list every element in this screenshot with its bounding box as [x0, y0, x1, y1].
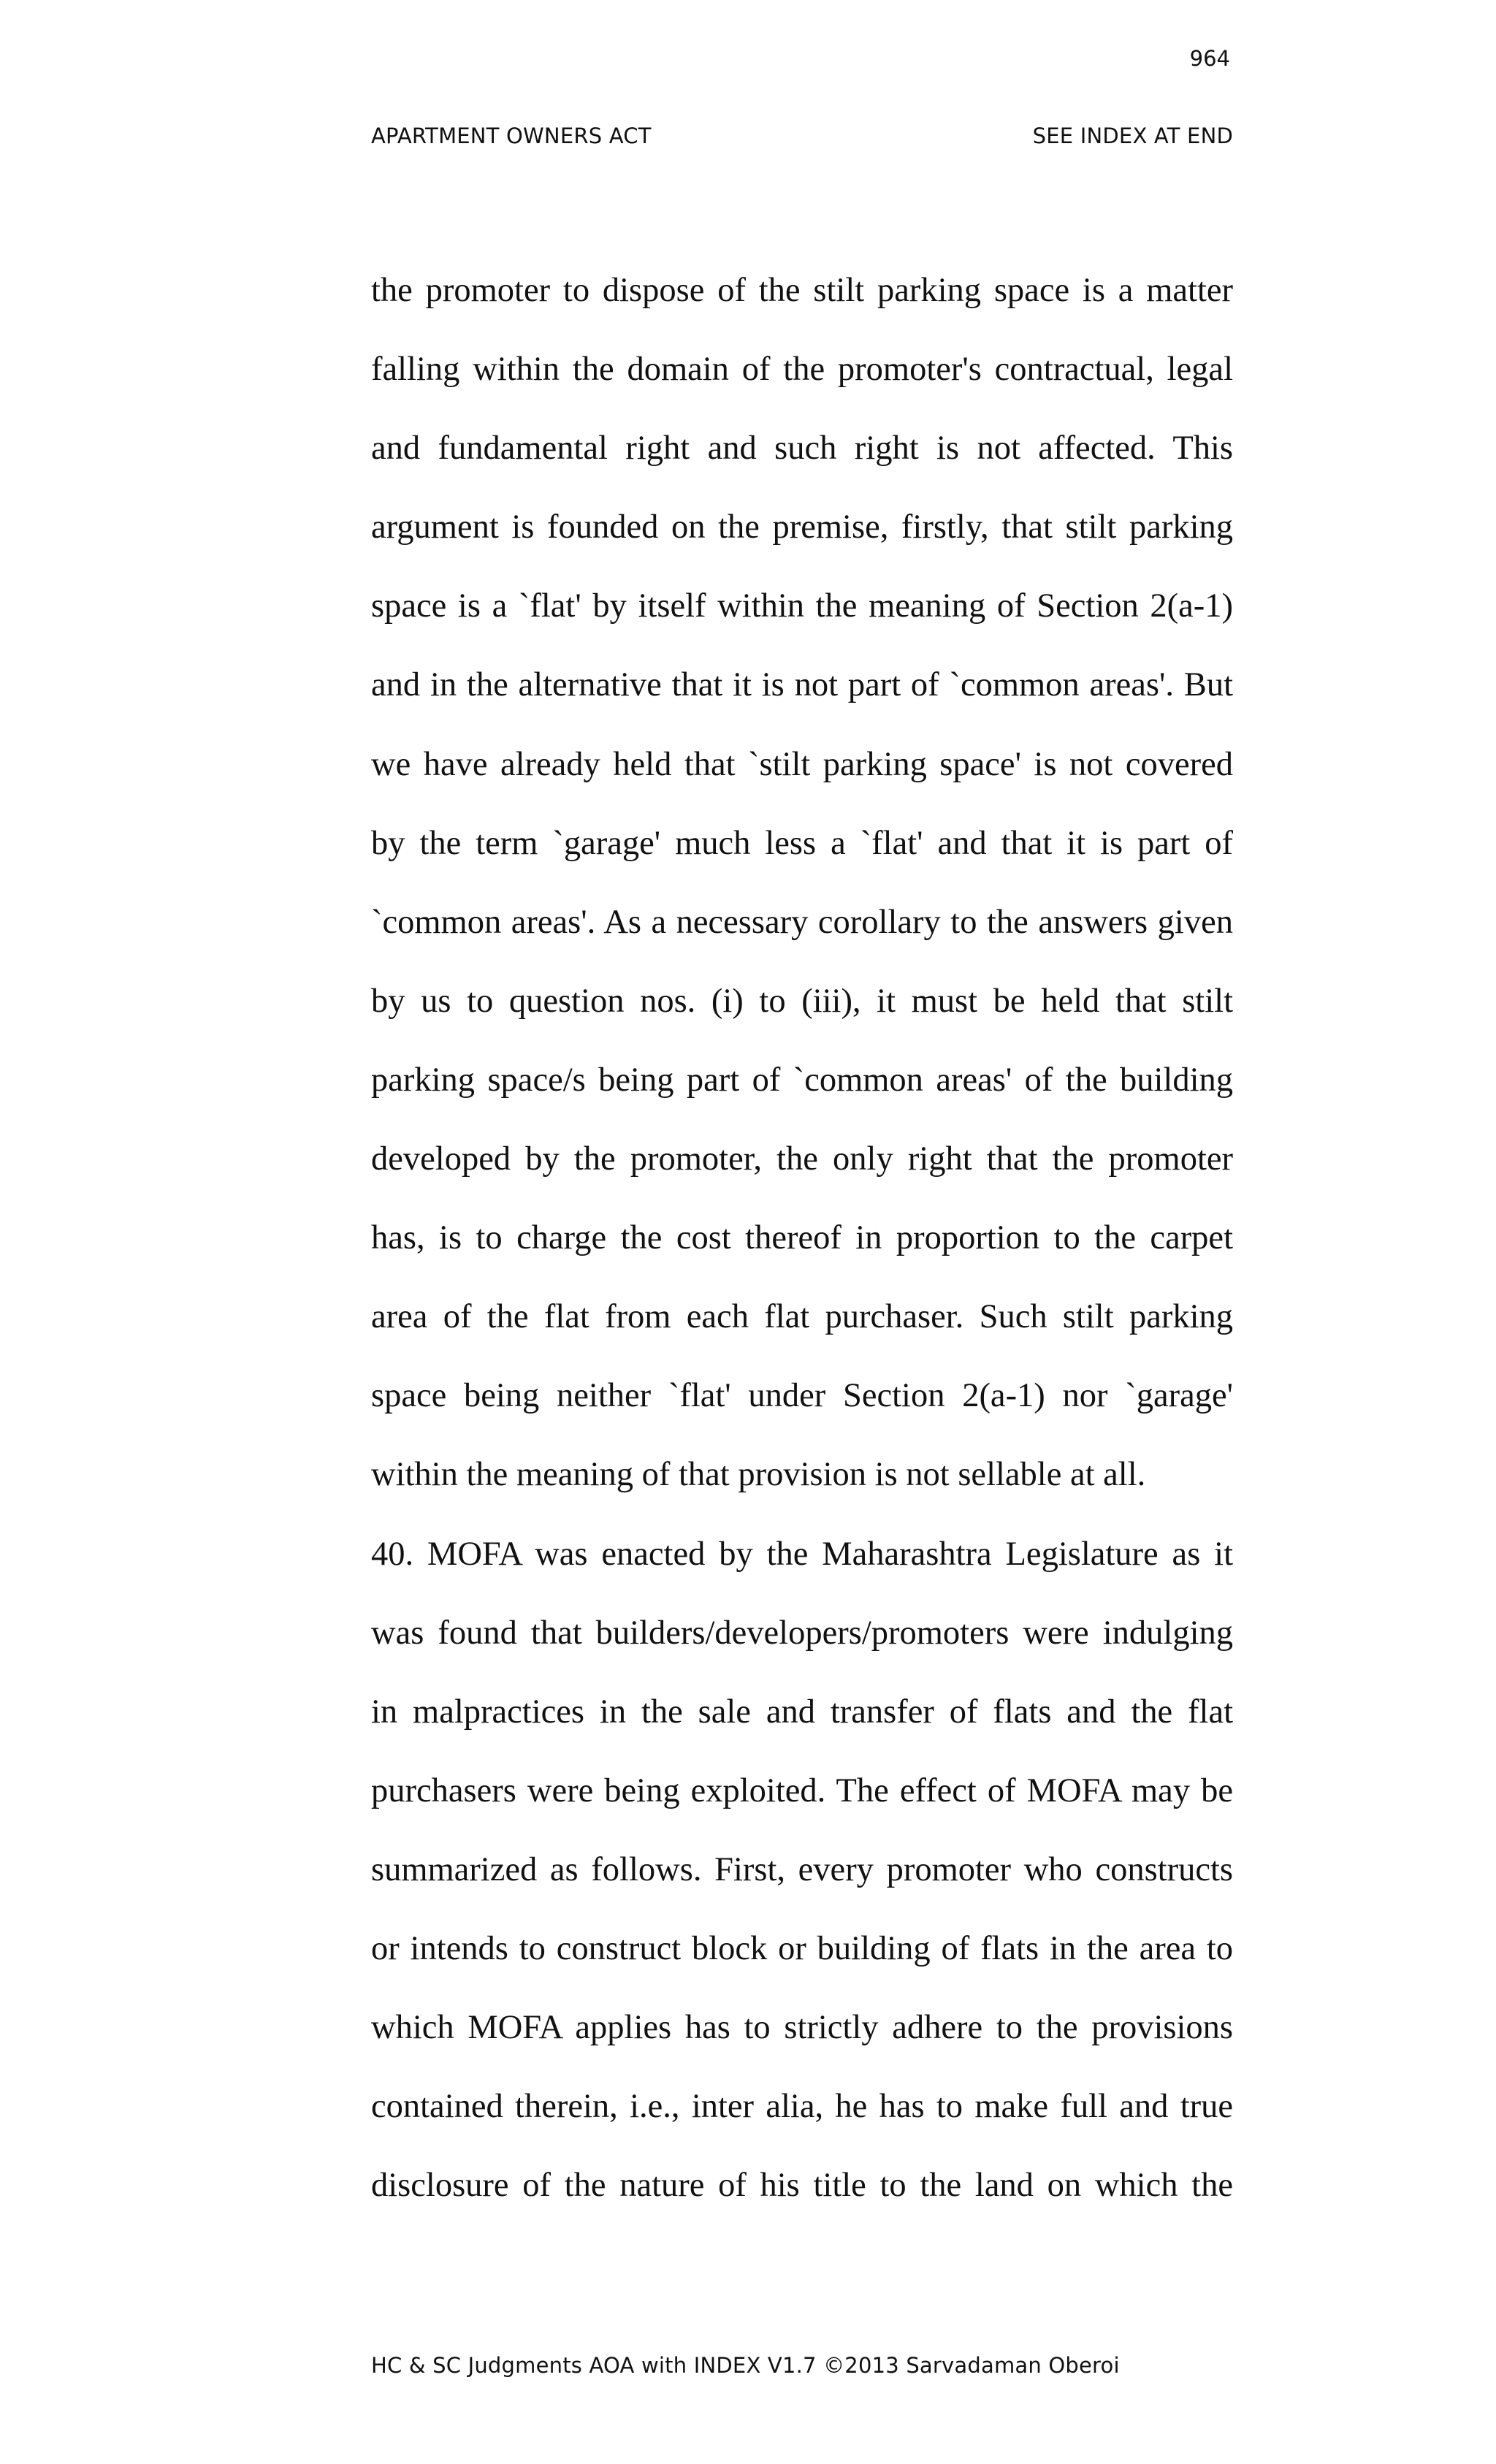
text-line: parking space/s being part of `common areas' of the building [371, 1061, 1233, 1099]
text-line: or intends to construct block or building of flats in the area to [371, 1929, 1233, 1967]
text-line: in malpractices in the sale and transfer of flats and the flat [371, 1693, 1233, 1731]
text-line: space is a `flat' by itself within the meaning of Section 2(a-1) [371, 587, 1233, 625]
text-line: falling within the domain of the promoter's contractual, legal [371, 351, 1233, 389]
header-title: APARTMENT OWNERS ACT [371, 123, 652, 148]
text-line: has, is to charge the cost thereof in proportion to the carpet [371, 1219, 1233, 1257]
text-line: which MOFA applies has to strictly adhere to the provisions [371, 2009, 1233, 2047]
text-line: and fundamental right and such right is not affected. This [371, 430, 1233, 468]
page-number: 964 [1189, 46, 1230, 71]
text-line: space being neither `flat' under Section 2(a-1) nor `garage' [371, 1377, 1233, 1415]
text-line: within the meaning of that provision is not sellable at all. [371, 1456, 1146, 1494]
text-line: `common areas'. As a necessary corollary to the answers given [371, 903, 1233, 941]
text-line: the promoter to dispose of the stilt parking space is a matter [371, 272, 1233, 309]
header-index-note: SEE INDEX AT END [1032, 123, 1233, 148]
text-line: disclosure of the nature of his title to the land on which the [371, 2167, 1233, 2205]
text-line: summarized as follows. First, every promoter who constructs [371, 1850, 1233, 1888]
judgment-text [371, 251, 1233, 2225]
text-line: purchasers were being exploited. The effect of MOFA may be [371, 1771, 1233, 1809]
text-line: developed by the promoter, the only right that the promoter [371, 1140, 1233, 1178]
text-line: was found that builders/developers/promoters were indulging [371, 1614, 1233, 1652]
text-line: by the term `garage' much less a `flat' and that it is part of [371, 824, 1233, 862]
text-line: by us to question nos. (i) to (iii), it must be held that stilt [371, 982, 1233, 1020]
text-line: area of the flat from each flat purchaser. Such stilt parking [371, 1298, 1233, 1336]
running-header [371, 121, 1233, 150]
text-line: and in the alternative that it is not part of `common areas'. But [371, 666, 1233, 704]
text-line: 40. MOFA was enacted by the Maharashtra Legislature as it [371, 1535, 1233, 1573]
footer-copyright: HC & SC Judgments AOA with INDEX V1.7 ©2013 Sarvadaman Oberoi [371, 2353, 1120, 2378]
text-line: argument is founded on the premise, firstly, that stilt parking [371, 508, 1233, 546]
text-line: contained therein, i.e., inter alia, he has to make full and true [371, 2088, 1233, 2126]
text-line: we have already held that `stilt parking space' is not covered [371, 745, 1233, 783]
